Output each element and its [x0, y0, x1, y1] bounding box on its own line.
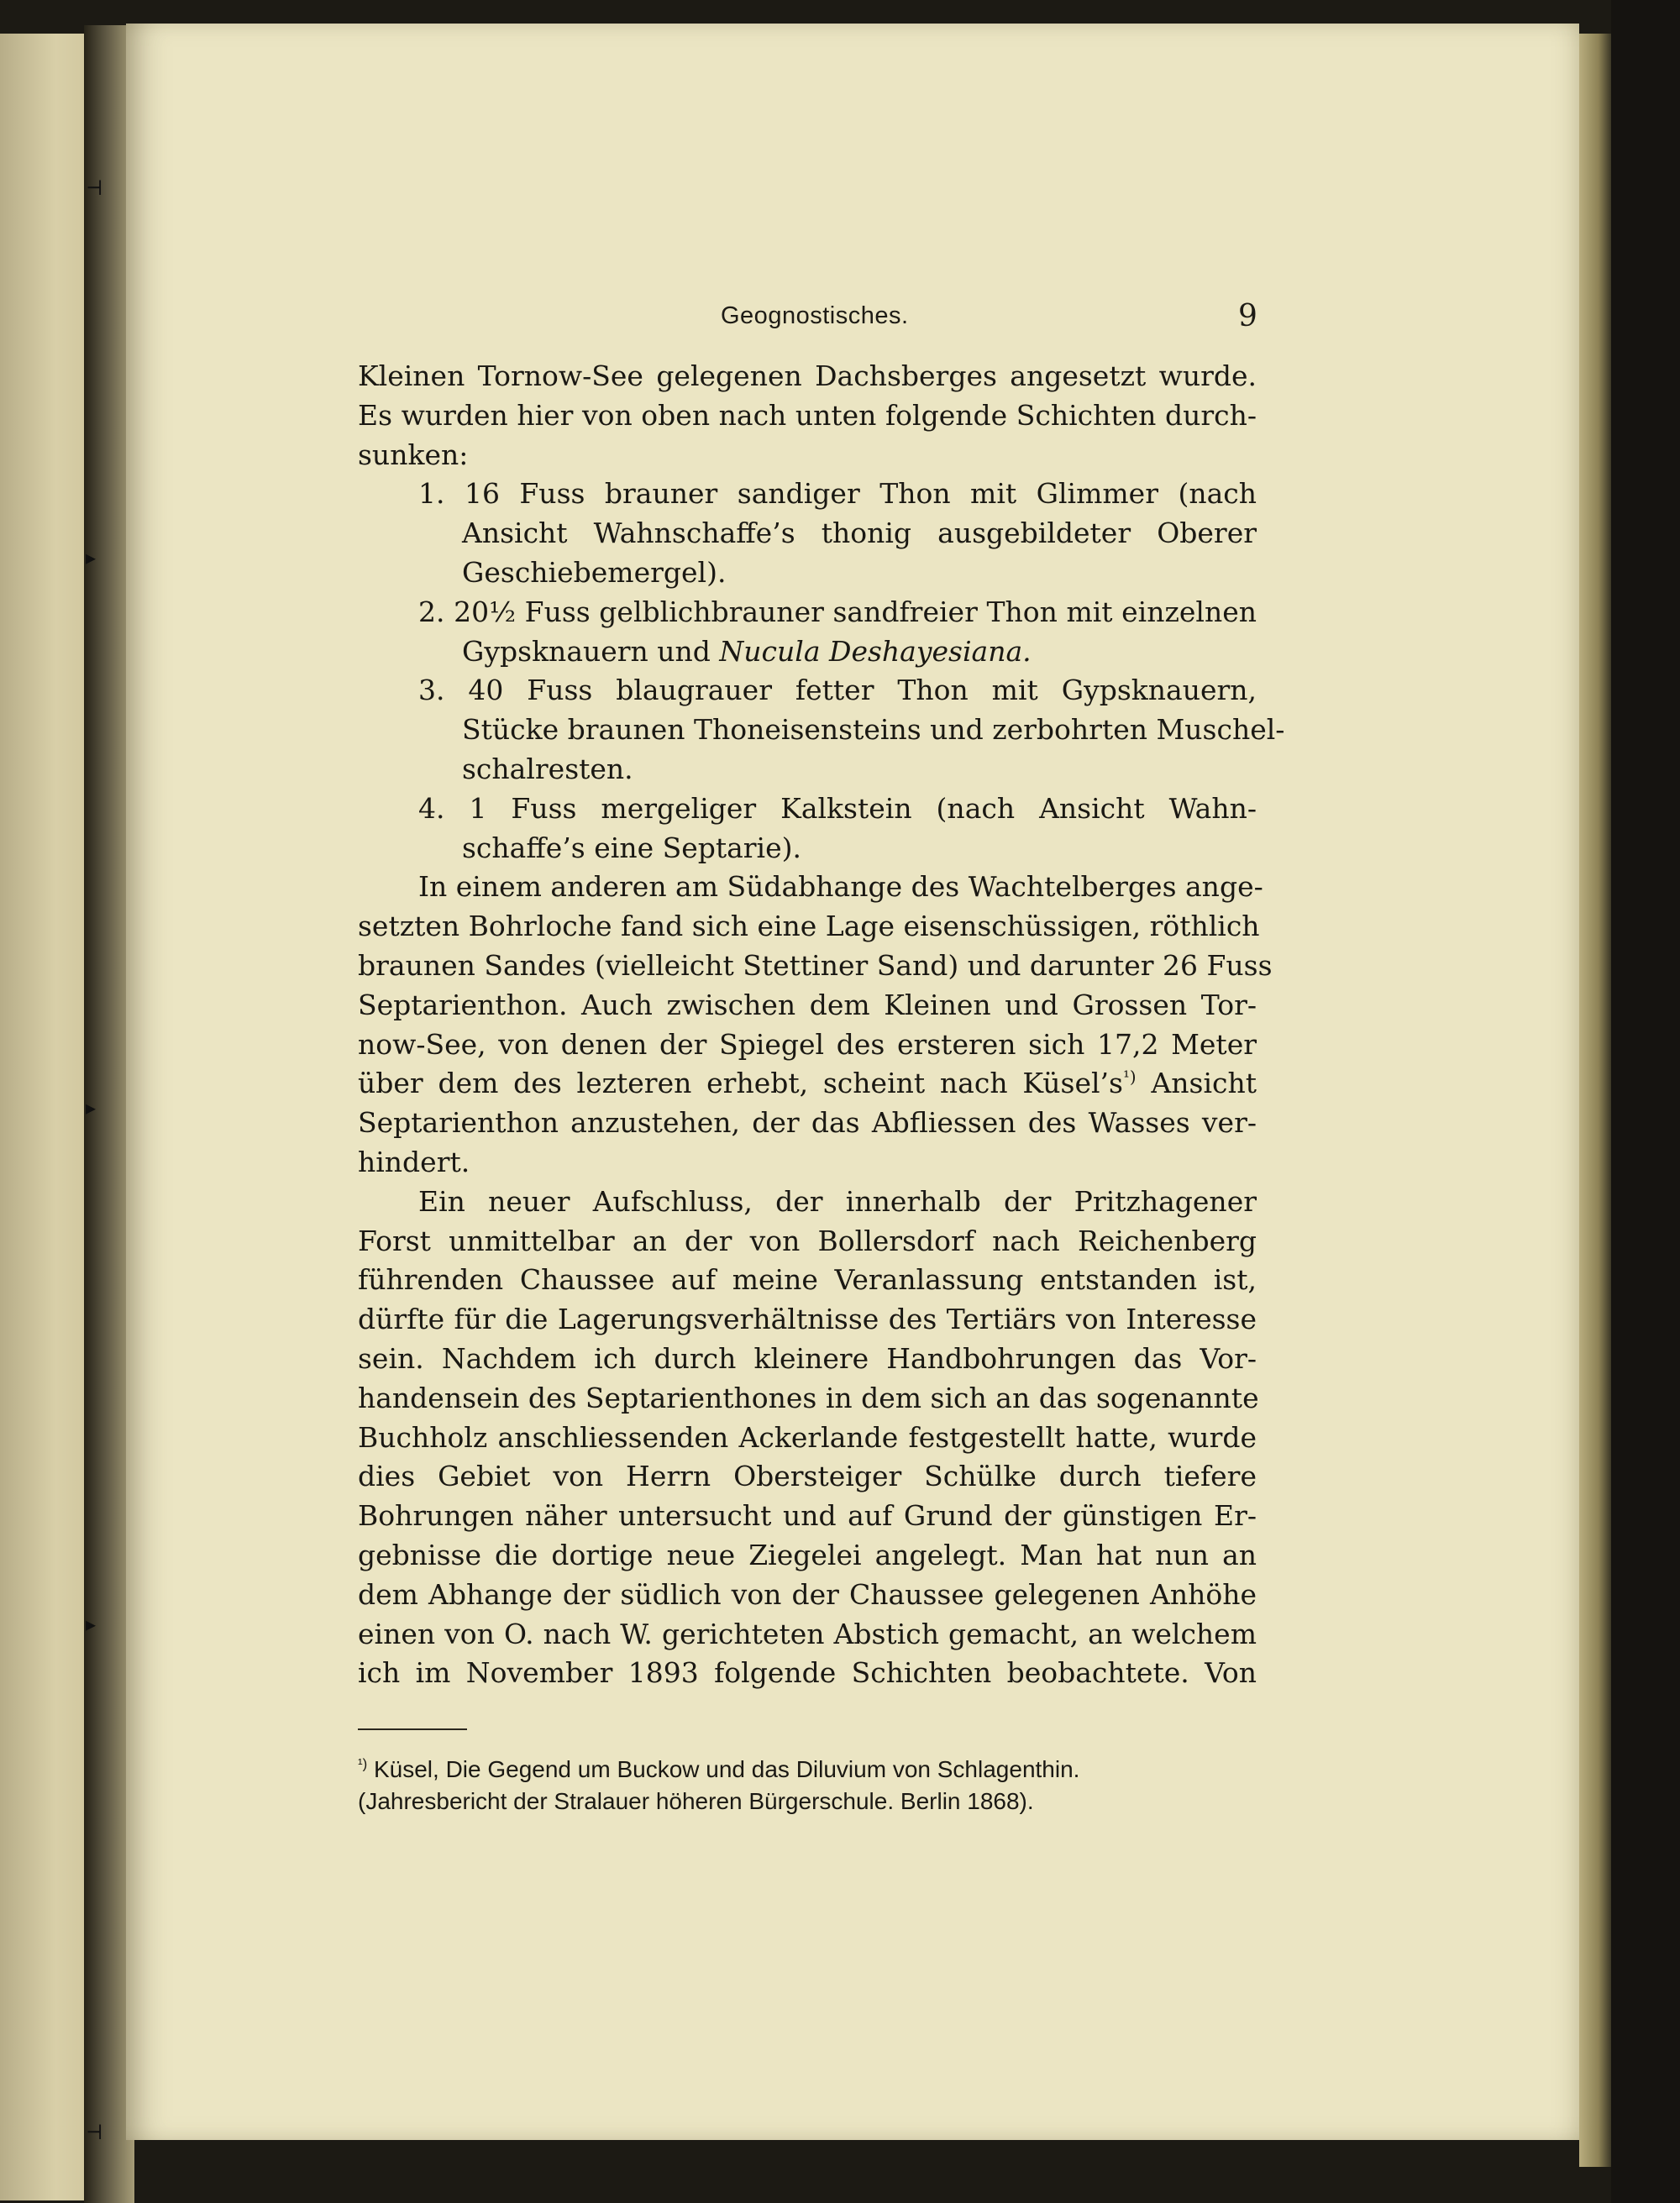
footnote-divider [358, 1728, 467, 1730]
text-line: Ein neuer Aufschluss, der innerhalb der Pritzhagener [418, 1184, 1257, 1218]
page-header [0, 299, 1680, 341]
footnote-ref: ¹) [1122, 1067, 1137, 1088]
text-fragment: Ansicht [1151, 1067, 1257, 1100]
text-line: braunen Sandes (vielleicht Stettiner Sand) und darunter 26 Fuss [358, 948, 1273, 982]
text-line: ich im November 1893 folgende Schichten beobachtete. Von [358, 1656, 1257, 1690]
footnote-line [358, 1754, 1257, 1786]
footnote [358, 1754, 1257, 1817]
page-stack-edge [1579, 34, 1611, 2167]
text-fragment: über dem des lezteren erhebt, scheint nach Küsel’s [358, 1067, 1123, 1100]
text-fragment: Gypsknauern und [462, 634, 711, 668]
list-item-3-cont: Stücke braunen Thoneisensteins und zerbohrten Muschel- [462, 713, 1285, 747]
text-line: einen von O. nach W. gerichteten Abstich gemacht, an welchem [358, 1617, 1257, 1650]
list-item-1-cont: Geschiebemergel). [462, 555, 727, 589]
text-line: gebnisse die dortige neue Ziegelei angelegt. Man hat nun an [358, 1538, 1257, 1571]
text-line: setzten Bohrloche fand sich eine Lage eisenschüssigen, röthlich [358, 910, 1260, 943]
text-line: Septarienthon anzustehen, der das Abfliessen des Wasses ver- [358, 1106, 1257, 1140]
text-line: Bohrungen näher untersucht und auf Grund der günstigen Er- [358, 1499, 1257, 1533]
list-item-4: 4. 1 Fuss mergeliger Kalkstein (nach Ansicht Wahn- [418, 791, 1257, 825]
list-item-4-cont: schaffe’s eine Septarie). [462, 831, 802, 864]
list-item-3-cont: schalresten. [462, 752, 633, 785]
list-item-1-cont: Ansicht Wahnschaffe’s thonig ausgebildeter Oberer [462, 517, 1257, 550]
text-line: Kleinen Tornow-See gelegenen Dachsberges angesetzt wurde. [358, 359, 1257, 392]
footnote-marker: ¹) [358, 1755, 368, 1772]
binding-thread-mark: ▸ [86, 1096, 97, 1120]
list-item-1: 1. 16 Fuss brauner sandiger Thon mit Glimmer (nach [418, 477, 1257, 511]
text-line: sunken: [358, 438, 469, 471]
text-line: In einem anderen am Südabhange des Wachtelberges ange- [418, 870, 1263, 904]
binding-thread-mark: ▸ [86, 1613, 97, 1636]
text-line: dies Gebiet von Herrn Obersteiger Schülke durch tiefere [358, 1460, 1257, 1493]
text-line: hindert. [358, 1145, 470, 1178]
binding-thread-mark: ▸ [86, 546, 97, 569]
text-line: Forst unmittelbar an der von Bollersdorf nach Reichenberg [358, 1224, 1257, 1257]
footnote-line: (Jahresbericht der Stralauer höheren Bürgerschule. Berlin 1868). [358, 1788, 1034, 1814]
text-line: dem Abhange der südlich von der Chaussee gelegenen Anhöhe [358, 1577, 1257, 1611]
text-line: führenden Chaussee auf meine Veranlassung entstanden ist, [358, 1263, 1257, 1297]
page-number: 9 [1238, 299, 1257, 333]
list-item-3: 3. 40 Fuss blaugrauer fetter Thon mit Gypsknauern, [418, 674, 1257, 707]
body-text [358, 357, 1285, 1693]
text-line: Buchholz anschliessenden Ackerlande festgestellt hatte, wurde [358, 1420, 1257, 1454]
text-line: Septarienthon. Auch zwischen dem Kleinen und Grossen Tor- [358, 988, 1257, 1021]
species-name: Nucula Deshayesiana. [719, 634, 1032, 668]
text-line: handensein des Septarienthones in dem sich an das sogenannte [358, 1381, 1259, 1414]
list-item-2: 2. 20½ Fuss gelblichbrauner sandfreier Thon mit einzelnen [418, 595, 1257, 628]
list-item-2-cont [358, 632, 1257, 672]
binding-thread-mark: ⊣ [86, 2121, 103, 2144]
text-line: dürfte für die Lagerungsverhältnisse des Tertiärs von Interesse [358, 1303, 1257, 1336]
text-line [358, 1064, 1257, 1104]
text-line: sein. Nachdem ich durch kleinere Handbohrungen das Vor- [358, 1341, 1257, 1375]
running-head: Geognostisches. [721, 302, 909, 329]
binding-thread-mark: ⊣ [86, 176, 103, 200]
footnote-text: Küsel, Die Gegend um Buckow und das Diluvium von Schlagenthin. [373, 1756, 1080, 1782]
text-line: now-See, von denen der Spiegel des ersteren sich 17,2 Meter [358, 1027, 1257, 1061]
text-line: Es wurden hier von oben nach unten folgende Schichten durch- [358, 398, 1257, 432]
